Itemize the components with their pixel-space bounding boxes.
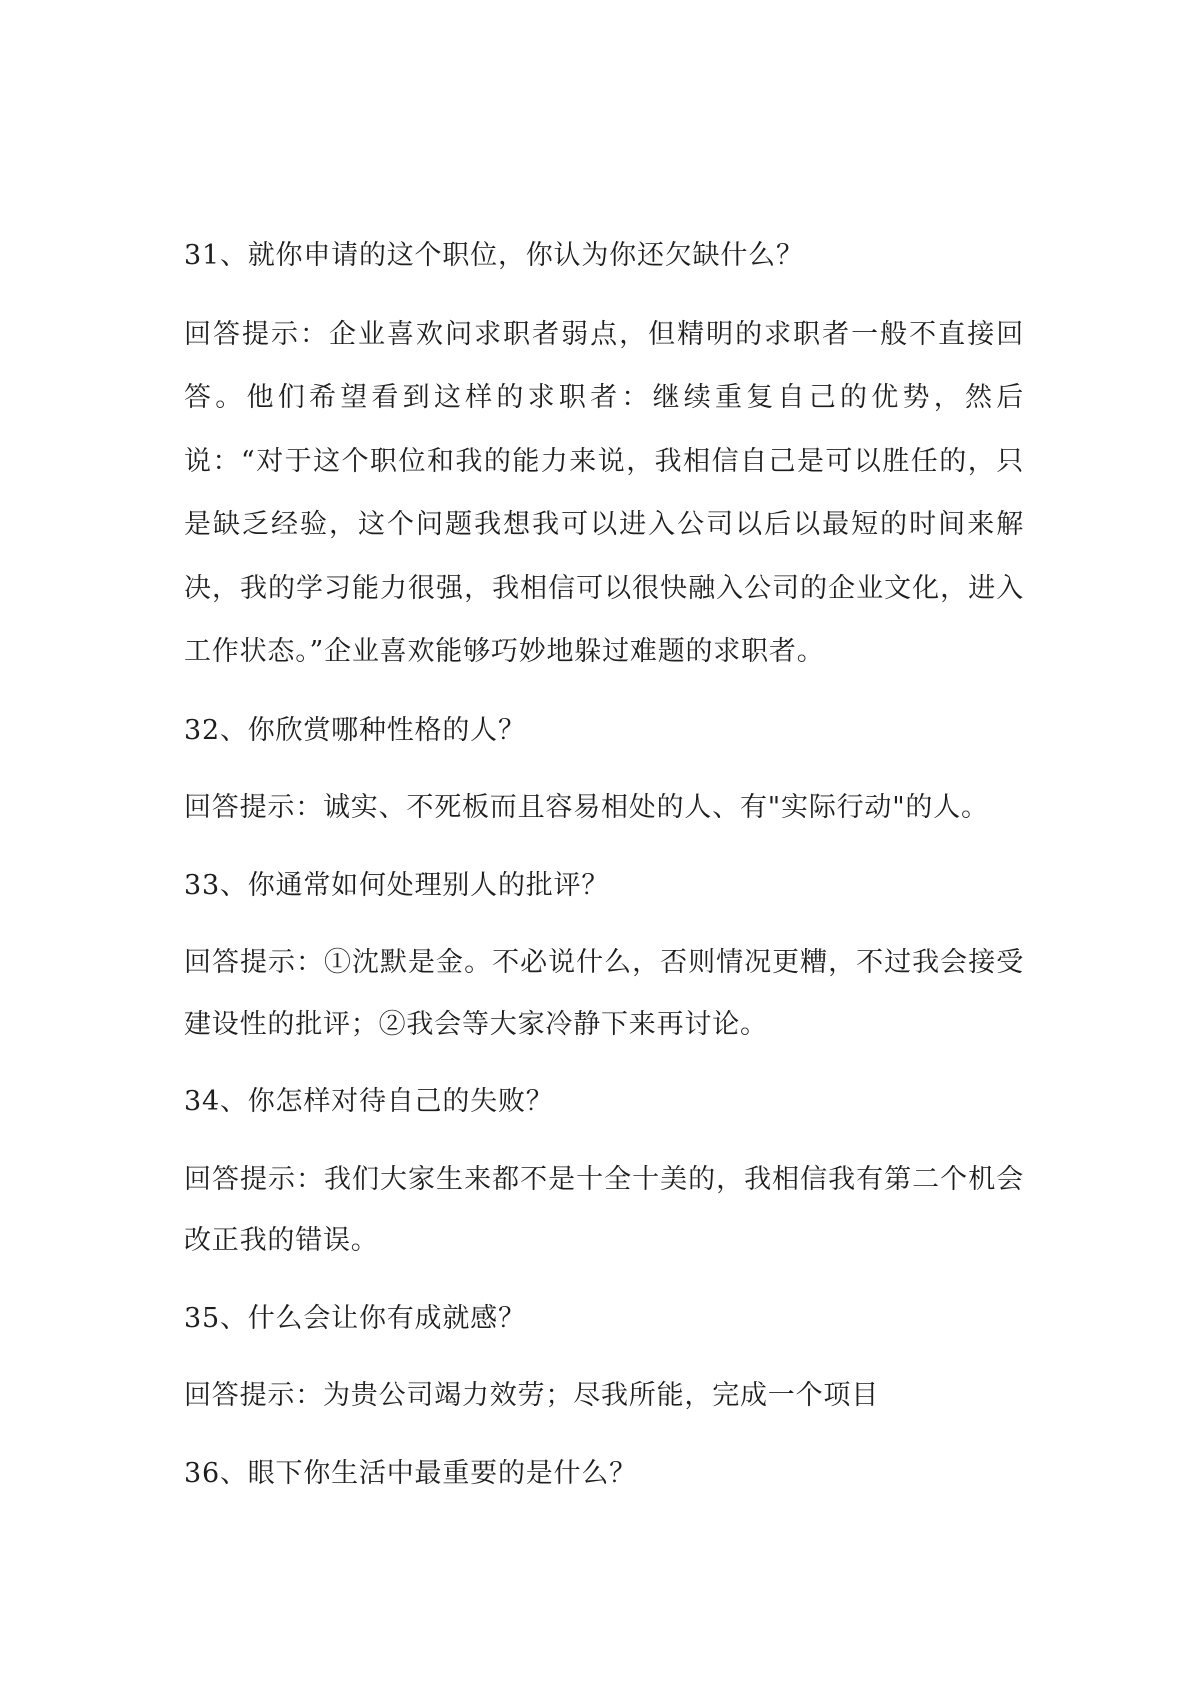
question-31: 31、就你申请的这个职位，你认为你还欠缺什么？: [184, 240, 804, 271]
question-33: 33、你通常如何处理别人的批评？: [184, 869, 610, 901]
answer-31: 回答提示：企业喜欢问求职者弱点，但精明的求职者一般不直接回答。他们希望看到这样的求职者：继续重复自己的优势，然后说：“对于这个职位和我的能力来说，我相信自己是可以胜任的，只是缺乏经验，这个问题我想我可以进入公司以后以最短的时间来解决，我的学习能力很强，我相信可以很快融入公司的企业文化，进入工作状态。”企业喜欢能够巧妙地躲过难题的求职者。: [184, 318, 1024, 667]
question-32: 32、你欣赏哪种性格的人？: [184, 714, 526, 746]
question-36: 36、眼下你生活中最重要的是什么？: [184, 1457, 637, 1489]
answer-32: 回答提示：诚实、不死板而且容易相处的人、有"实际行动"的人。: [184, 792, 989, 823]
question-34: 34、你怎样对待自己的失败？: [184, 1086, 554, 1117]
answer-35: 回答提示：为贵公司竭力效劳；尽我所能，完成一个项目: [184, 1380, 879, 1411]
document-page: [184, 225, 1024, 1520]
answer-33: 回答提示：①沈默是金。不必说什么，否则情况更糟，不过我会接受建设性的批评；②我会等大家冷静下来再讨论。: [184, 947, 1024, 1040]
question-35: 35、什么会让你有成就感？: [184, 1302, 526, 1334]
answer-34: 回答提示：我们大家生来都不是十全十美的，我相信我有第二个机会改正我的错误。: [184, 1163, 1024, 1256]
